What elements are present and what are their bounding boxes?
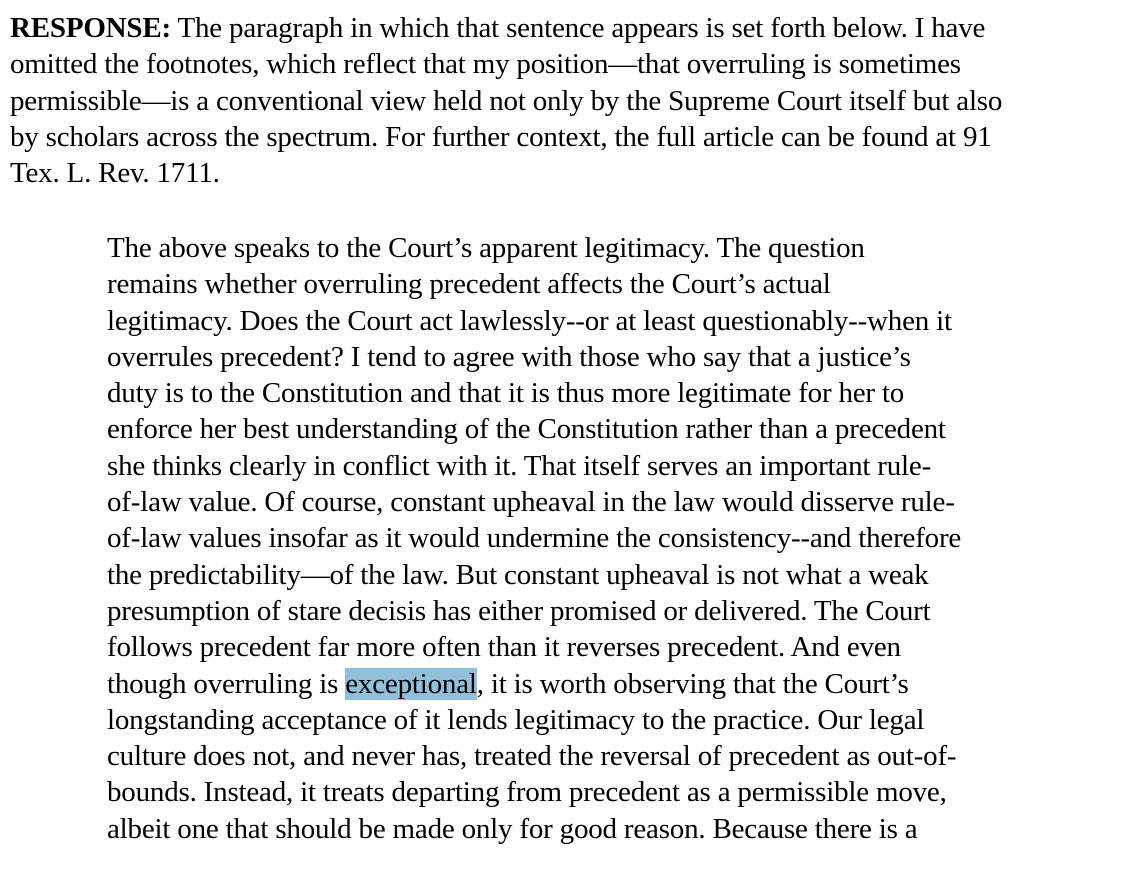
selected-text-highlight[interactable]: exceptional bbox=[345, 667, 477, 700]
quote-line-text: though overruling is bbox=[107, 667, 346, 700]
quote-line: The above speaks to the Court’s apparent legitimacy. The question bbox=[107, 232, 865, 264]
response-line: permissible—is a conventional view held not only by the Supreme Court itself but also bbox=[10, 84, 1003, 117]
response-line bbox=[10, 10, 1126, 46]
quote-line: follows precedent far more often than it reverses precedent. And even bbox=[107, 631, 901, 664]
quote-line: the predictability—of the law. But constant upheaval is not what a weak bbox=[107, 558, 929, 591]
response-label: RESPONSE: bbox=[10, 12, 171, 44]
quote-line: legitimacy. Does the Court act lawlessly--or at least questionably--when it bbox=[107, 304, 952, 337]
quote-line: presumption of stare decisis has either promised or delivered. The Court bbox=[107, 594, 931, 627]
response-line: Tex. L. Rev. 1711. bbox=[10, 157, 220, 190]
quote-line-text: , it is worth observing that the Court’s bbox=[476, 667, 909, 700]
quote-line: of-law value. Of course, constant upheaval in the law would disserve rule- bbox=[107, 486, 955, 519]
quote-line: overrules precedent? I tend to agree with those who say that a justice’s bbox=[107, 340, 911, 373]
response-paragraph bbox=[10, 10, 1126, 191]
quote-line: she thinks clearly in conflict with it. That itself serves an important rule- bbox=[107, 449, 932, 482]
quote-line-with-selection bbox=[107, 666, 1097, 702]
quote-line: longstanding acceptance of it lends legitimacy to the practice. Our legal bbox=[107, 703, 925, 736]
quote-line: albeit one that should be made only for good reason. Because there is a bbox=[107, 812, 918, 845]
quote-line: duty is to the Constitution and that it is thus more legitimate for her to bbox=[107, 377, 905, 410]
quote-line: bounds. Instead, it treats departing from precedent as a permissible move, bbox=[107, 776, 947, 809]
quote-line: enforce her best understanding of the Constitution rather than a precedent bbox=[107, 413, 946, 446]
response-line-text: The paragraph in which that sentence appears is set forth below. I have bbox=[170, 12, 986, 44]
quote-line: of-law values insofar as it would undermine the consistency--and therefore bbox=[107, 522, 962, 555]
quote-line: culture does not, and never has, treated the reversal of precedent as out-of- bbox=[107, 740, 957, 773]
block-quote bbox=[107, 230, 1097, 847]
response-line: by scholars across the spectrum. For further context, the full article can be found at 91 bbox=[10, 120, 992, 153]
response-line: omitted the footnotes, which reflect that my position—that overruling is sometimes bbox=[10, 48, 961, 81]
quote-line: remains whether overruling precedent affects the Court’s actual bbox=[107, 268, 831, 301]
